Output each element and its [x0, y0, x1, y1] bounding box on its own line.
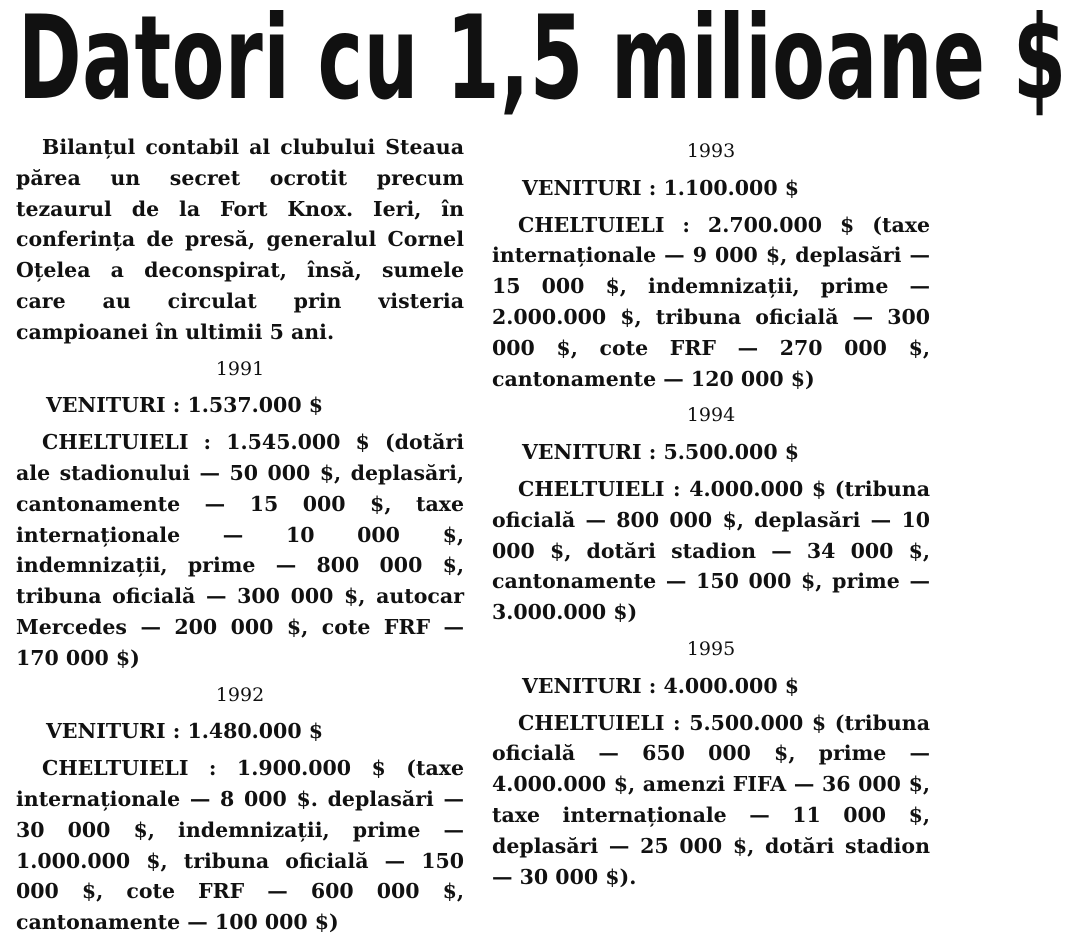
year-heading-1992: 1992	[215, 683, 265, 706]
year-heading-1991: 1991	[215, 357, 265, 380]
venituri-1992: VENITURI : 1.480.000 $	[46, 719, 323, 744]
venituri-1994: VENITURI : 5.500.000 $	[522, 440, 799, 465]
cheltuieli-1991: CHELTUIELI : 1.545.000 $ (dotări ale stadionului — 50 000 $, deplasări, cantonamente — 15 000 $, taxe internaționale — 10 000 $, indemnizații, prime — 800 000 $, tribuna oficială — 300 000 $, autocar Mercedes — 200 000 $, cote FRF — 170 000 $)	[16, 430, 464, 670]
venituri-1991: VENITURI : 1.537.000 $	[46, 393, 323, 418]
year-heading-1994: 1994	[686, 404, 736, 427]
venituri-1993: VENITURI : 1.100.000 $	[522, 175, 799, 200]
right-column	[492, 130, 930, 892]
cheltuieli-1994: CHELTUIELI : 4.000.000 $ (tribuna oficială — 800 000 $, deplasări — 10 000 $, dotări stadion — 34 000 $, cantonamente — 150 000 $, prime — 3.000.000 $)	[492, 476, 930, 625]
headline: Datori cu 1,5 milioane $	[18, 0, 1067, 126]
year-heading-1993: 1993	[686, 140, 736, 162]
venituri-1995: VENITURI : 4.000.000 $	[522, 673, 799, 698]
year-heading-1995: 1995	[686, 637, 736, 660]
cheltuieli-1992: CHELTUIELI : 1.900.000 $ (taxe internaționale — 8 000 $. deplasări — 30 000 $, indemnizații, prime — 1.000.000 $, tribuna oficială — 150 000 $, cote FRF — 600 000 $, cantonamente — 100 000 $)	[16, 756, 464, 935]
intro-paragraph: Bilanțul contabil al clubului Steaua părea un secret ocrotit precum tezaurul de la Fort Knox. Ieri, în conferința de presă, generalul Cornel Oțelea a deconspirat, însă, sumele care au circulat prin visteria campioanei în ultimii 5 ani.	[16, 135, 464, 344]
cheltuieli-1995: CHELTUIELI : 5.500.000 $ (tribuna oficială — 650 000 $, prime — 4.000.000 $, amenzi FIFA — 36 000 $, taxe internaționale — 11 000 $, deplasări — 25 000 $, dotări stadion — 30 000 $).	[492, 710, 930, 889]
left-column	[16, 132, 464, 938]
cheltuieli-1993: CHELTUIELI : 2.700.000 $ (taxe internaționale — 9 000 $, deplasări — 15 000 $, indemnizații, prime — 2.000.000 $, tribuna oficială — 300 000 $, cote FRF — 270 000 $, cantonamente — 120 000 $)	[492, 212, 930, 391]
